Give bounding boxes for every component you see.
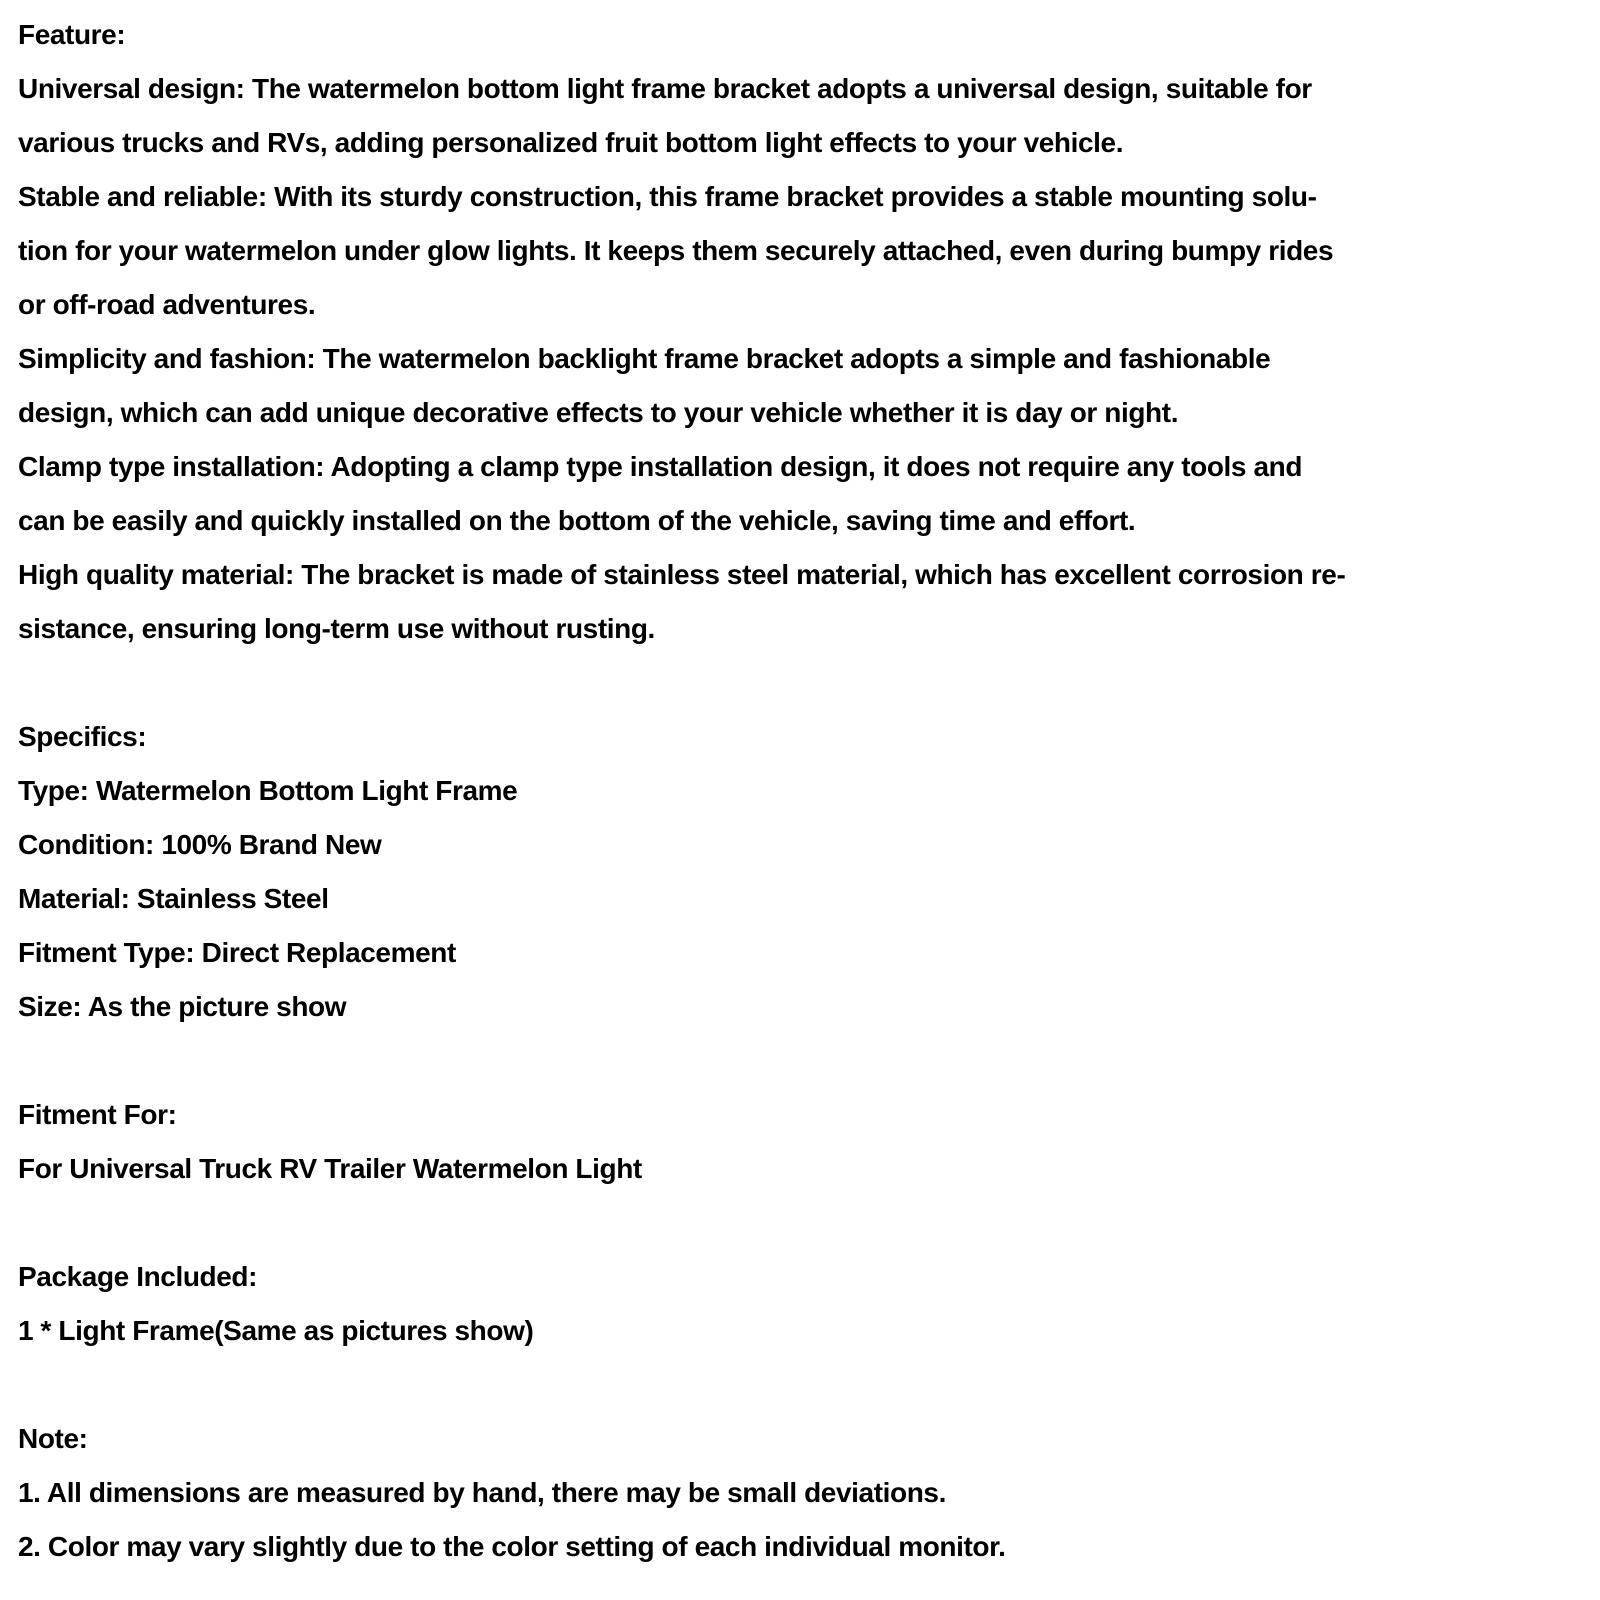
note-line-2: 2. Color may vary slightly due to the color setting of each individual monitor. xyxy=(18,1531,1006,1562)
note-line-1: 1. All dimensions are measured by hand, there may be small deviations. xyxy=(18,1477,946,1508)
section-fitment-for xyxy=(18,1088,1580,1196)
fitment-for-heading: Fitment For: xyxy=(18,1099,177,1130)
text-line: design, which can add unique decorative effects to your vehicle whether it is day or night. xyxy=(18,397,1179,428)
section-gap xyxy=(18,656,1580,710)
text-line: can be easily and quickly installed on the bottom of the vehicle, saving time and effort. xyxy=(18,505,1136,536)
section-note xyxy=(18,1412,1580,1574)
text-line: Simplicity and fashion: The watermelon backlight frame bracket adopts a simple and fashionable xyxy=(18,343,1271,374)
section-gap xyxy=(18,1196,1580,1250)
section-package-included xyxy=(18,1250,1580,1358)
spec-material: Material: Stainless Steel xyxy=(18,883,329,914)
text-line: Clamp type installation: Adopting a clamp type installation design, it does not require any tools and xyxy=(18,451,1303,482)
text-line: High quality material: The bracket is made of stainless steel material, which has excellent corrosion re- xyxy=(18,559,1346,590)
package-item: 1 * Light Frame(Same as pictures show) xyxy=(18,1315,534,1346)
text-line: or off-road adventures. xyxy=(18,289,316,320)
text-line: tion for your watermelon under glow lights. It keeps them securely attached, even during bumpy rides xyxy=(18,235,1334,266)
spec-condition: Condition: 100% Brand New xyxy=(18,829,382,860)
spec-size: Size: As the picture show xyxy=(18,991,347,1022)
package-included-heading: Package Included: xyxy=(18,1261,258,1292)
section-feature xyxy=(18,8,1580,656)
text-line: various trucks and RVs, adding personalized fruit bottom light effects to your vehicle. xyxy=(18,127,1124,158)
section-specifics xyxy=(18,710,1580,1034)
spec-fitment-type: Fitment Type: Direct Replacement xyxy=(18,937,456,968)
text-line: sistance, ensuring long-term use without rusting. xyxy=(18,613,655,644)
specifics-heading: Specifics: xyxy=(18,721,147,752)
spec-type: Type: Watermelon Bottom Light Frame xyxy=(18,775,518,806)
text-line: Universal design: The watermelon bottom light frame bracket adopts a universal design, suitable for xyxy=(18,73,1312,104)
section-gap xyxy=(18,1358,1580,1412)
fitment-for-line: For Universal Truck RV Trailer Watermelon Light xyxy=(18,1153,642,1184)
text-line: Stable and reliable: With its sturdy construction, this frame bracket provides a stable mounting solu- xyxy=(18,181,1317,212)
section-gap xyxy=(18,1034,1580,1088)
note-heading: Note: xyxy=(18,1423,88,1454)
feature-heading: Feature: xyxy=(18,19,126,50)
